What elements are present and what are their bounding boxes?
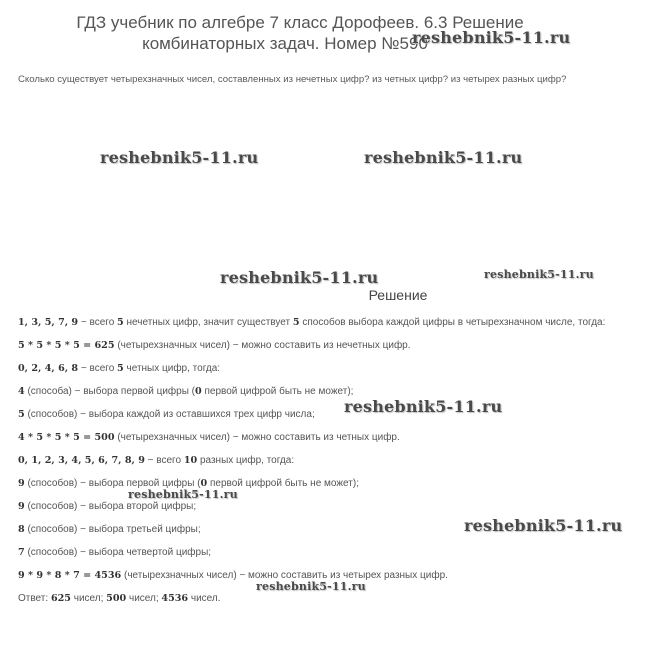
- watermark: reshebnik5-11.ru: [412, 28, 571, 47]
- solution-line: 7 (способов) − выбора четвертой цифры;: [18, 547, 212, 558]
- watermark: reshebnik5-11.ru: [344, 397, 503, 416]
- watermark: reshebnik5-11.ru: [256, 580, 366, 593]
- answer-line: Ответ: 625 чисел; 500 чисел; 4536 чисел.: [18, 593, 221, 604]
- solution-line: 0, 1, 2, 3, 4, 5, 6, 7, 8, 9 − всего 10 разных цифр, тогда:: [18, 455, 295, 466]
- watermark: reshebnik5-11.ru: [484, 268, 594, 281]
- page-title-line-1: ГДЗ учебник по алгебре 7 класс Дорофеев. 6.3 Решение: [76, 13, 524, 32]
- page-title-line-2: комбинаторных задач. Номер №590: [142, 34, 428, 53]
- solution-line: 9 (способов) − выбора первой цифры (0 первой цифрой быть не может);: [18, 478, 359, 489]
- solution-line: 0, 2, 4, 6, 8 − всего 5 четных цифр, тогда:: [18, 363, 221, 374]
- watermark: reshebnik5-11.ru: [220, 268, 379, 287]
- watermark: reshebnik5-11.ru: [464, 516, 623, 535]
- solution-line: 1, 3, 5, 7, 9 − всего 5 нечетных цифр, значит существует 5 способов выбора каждой цифры в четырехзначном числе, тогда:: [18, 317, 606, 328]
- solution-line: 8 (способов) − выбора третьей цифры;: [18, 524, 201, 535]
- solution-line: 9 (способов) − выбора второй цифры;: [18, 501, 197, 512]
- solution-line: 4 (способа) − выбора первой цифры (0 первой цифрой быть не может);: [18, 386, 354, 397]
- task-question: Сколько существует четырехзначных чисел, составленных из нечетных цифр? из четных цифр? из четырех разных цифр?: [18, 74, 567, 85]
- solution-line: 5 * 5 * 5 * 5 = 625 (четырехзначных чисел) − можно составить из нечетных цифр.: [18, 340, 411, 351]
- solution-heading: Решение: [368, 287, 428, 303]
- watermark: reshebnik5-11.ru: [364, 148, 523, 167]
- watermark: reshebnik5-11.ru: [100, 148, 259, 167]
- watermark: reshebnik5-11.ru: [128, 488, 238, 501]
- solution-line: 9 * 9 * 8 * 7 = 4536 (четырехзначных чисел) − можно составить из четырех разных цифр.: [18, 570, 448, 581]
- solution-line: 4 * 5 * 5 * 5 = 500 (четырехзначных чисел) − можно составить из четных цифр.: [18, 432, 400, 443]
- solution-line: 5 (способов) − выбора каждой из оставшихся трех цифр числа;: [18, 409, 315, 420]
